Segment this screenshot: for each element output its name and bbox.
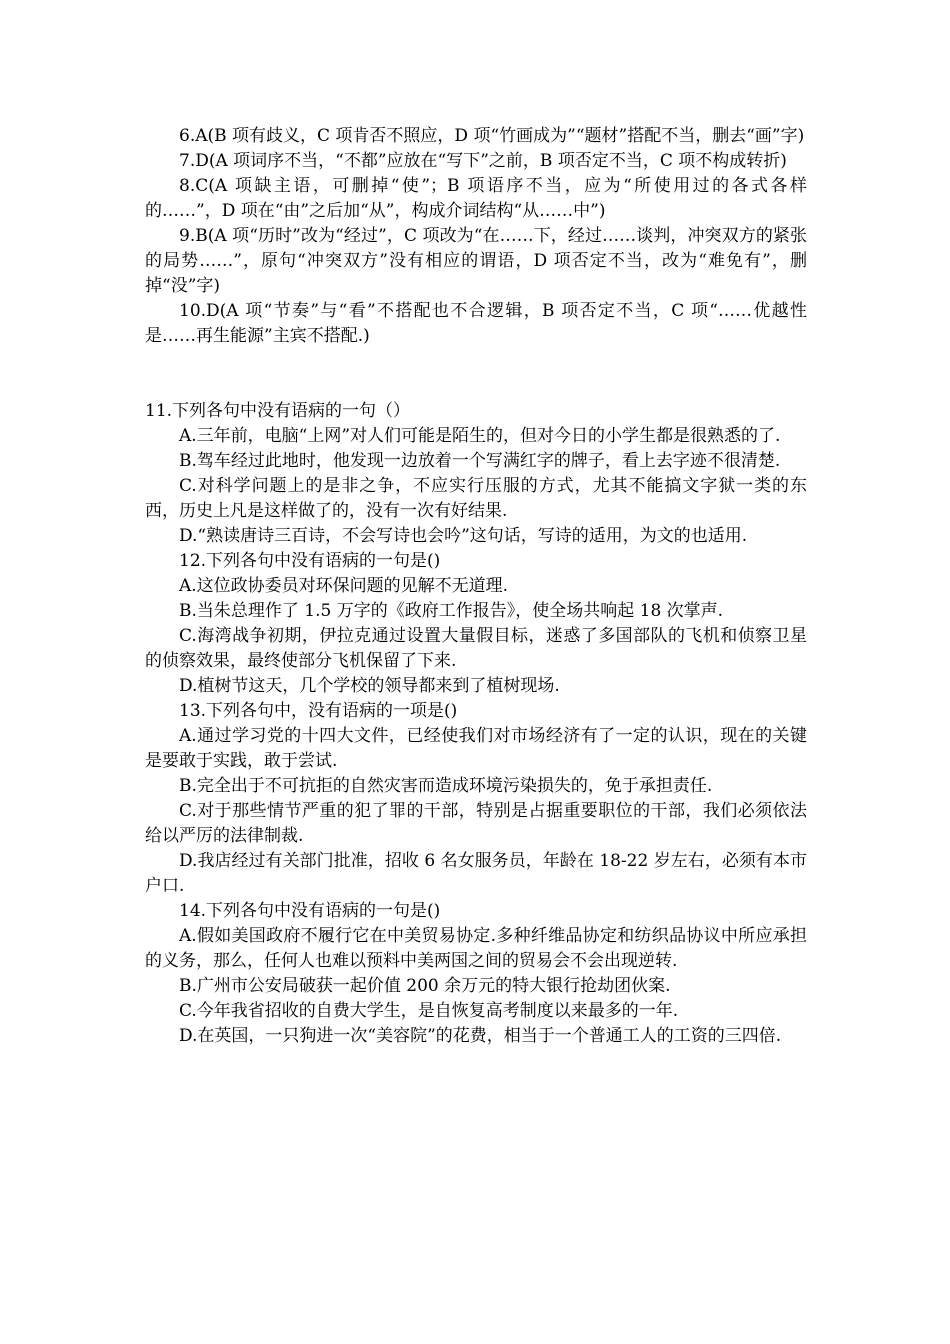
answer-10: 10.D(A 项“节奏”与“看”不搭配也不合逻辑，B 项否定不当，C 项“……优越性是……再生能源”主宾不搭配.) (145, 301, 807, 346)
option-d: D.植树节这天，几个学校的领导都来到了植树现场. (179, 676, 560, 696)
question-stem: 14.下列各句中没有语病的一句是() (179, 901, 441, 921)
option-d: D.“熟读唐诗三百诗，不会写诗也会吟”这句话，写诗的适用，为文的也适用. (179, 526, 748, 546)
question-stem: 11.下列各句中没有语病的一句（） (145, 401, 411, 421)
document-page (145, 124, 807, 1049)
option-c: C.对科学问题上的是非之争，不应实行压服的方式，尤其不能搞文字狱一类的东西，历史上凡是这样做了的，没有一次有好结果. (145, 476, 807, 521)
option-c: C.对于那些情节严重的犯了罪的干部，特别是占据重要职位的干部，我们必须依法给以严厉的法律制裁. (145, 801, 807, 846)
question-stem: 13.下列各句中，没有语病的一项是() (179, 701, 458, 721)
question-stem: 12.下列各句中没有语病的一句是() (179, 551, 441, 571)
option-a: A.通过学习党的十四大文件，已经使我们对市场经济有了一定的认识，现在的关键是要敢于实践，敢于尝试. (145, 726, 807, 771)
question-13 (145, 699, 807, 899)
option-d: D.在英国，一只狗进一次“美容院”的花费，相当于一个普通工人的工资的三四倍. (179, 1026, 782, 1046)
question-14 (145, 899, 807, 1049)
answer-6: 6.A(B 项有歧义，C 项肯否不照应，D 项“竹画成为”“题材”搭配不当，删去“画”字) (179, 126, 805, 146)
question-11 (145, 399, 807, 549)
answer-9: 9.B(A 项“历时”改为“经过”，C 项改为“在……下，经过……谈判，冲突双方的紧张的局势……”，原句“冲突双方”没有相应的谓语，D 项否定不当，改为“难免有”，删掉“没”字) (145, 226, 807, 296)
answer-key (145, 124, 807, 349)
section-gap (145, 349, 807, 399)
option-b: B.当朱总理作了 1.5 万字的《政府工作报告》，使全场共响起 18 次掌声. (179, 601, 724, 621)
question-12 (145, 549, 807, 699)
option-a: A.这位政协委员对环保问题的见解不无道理. (179, 576, 509, 596)
option-b: B.驾车经过此地时，他发现一边放着一个写满红字的牌子，看上去字迹不很清楚. (179, 451, 781, 471)
option-c: C.海湾战争初期，伊拉克通过设置大量假目标，迷惑了多国部队的飞机和侦察卫星的侦察效果，最终使部分飞机保留了下来. (145, 626, 807, 671)
answer-8: 8.C(A 项缺主语，可删掉“使”；B 项语序不当，应为“所使用过的各式各样的……”，D 项在“由”之后加“从”，构成介词结构“从……中”) (145, 176, 807, 221)
option-a: A.假如美国政府不履行它在中美贸易协定.多种纤维品协定和纺织品协议中所应承担的义务，那么，任何人也难以预料中美两国之间的贸易会不会出现逆转. (145, 926, 807, 971)
option-a: A.三年前，电脑“上网”对人们可能是陌生的，但对今日的小学生都是很熟悉的了. (179, 426, 781, 446)
option-d: D.我店经过有关部门批准，招收 6 名女服务员，年龄在 18-22 岁左右，必须有本市户口. (145, 851, 807, 896)
option-b: B.完全出于不可抗拒的自然灾害而造成环境污染损失的，免于承担责任. (179, 776, 713, 796)
option-c: C.今年我省招收的自费大学生，是自恢复高考制度以来最多的一年. (179, 1001, 679, 1021)
answer-7: 7.D(A 项词序不当，“不都”应放在“写下”之前，B 项否定不当，C 项不构成转折) (179, 151, 787, 171)
option-b: B.广州市公安局破获一起价值 200 余万元的特大银行抢劫团伙案. (179, 976, 671, 996)
